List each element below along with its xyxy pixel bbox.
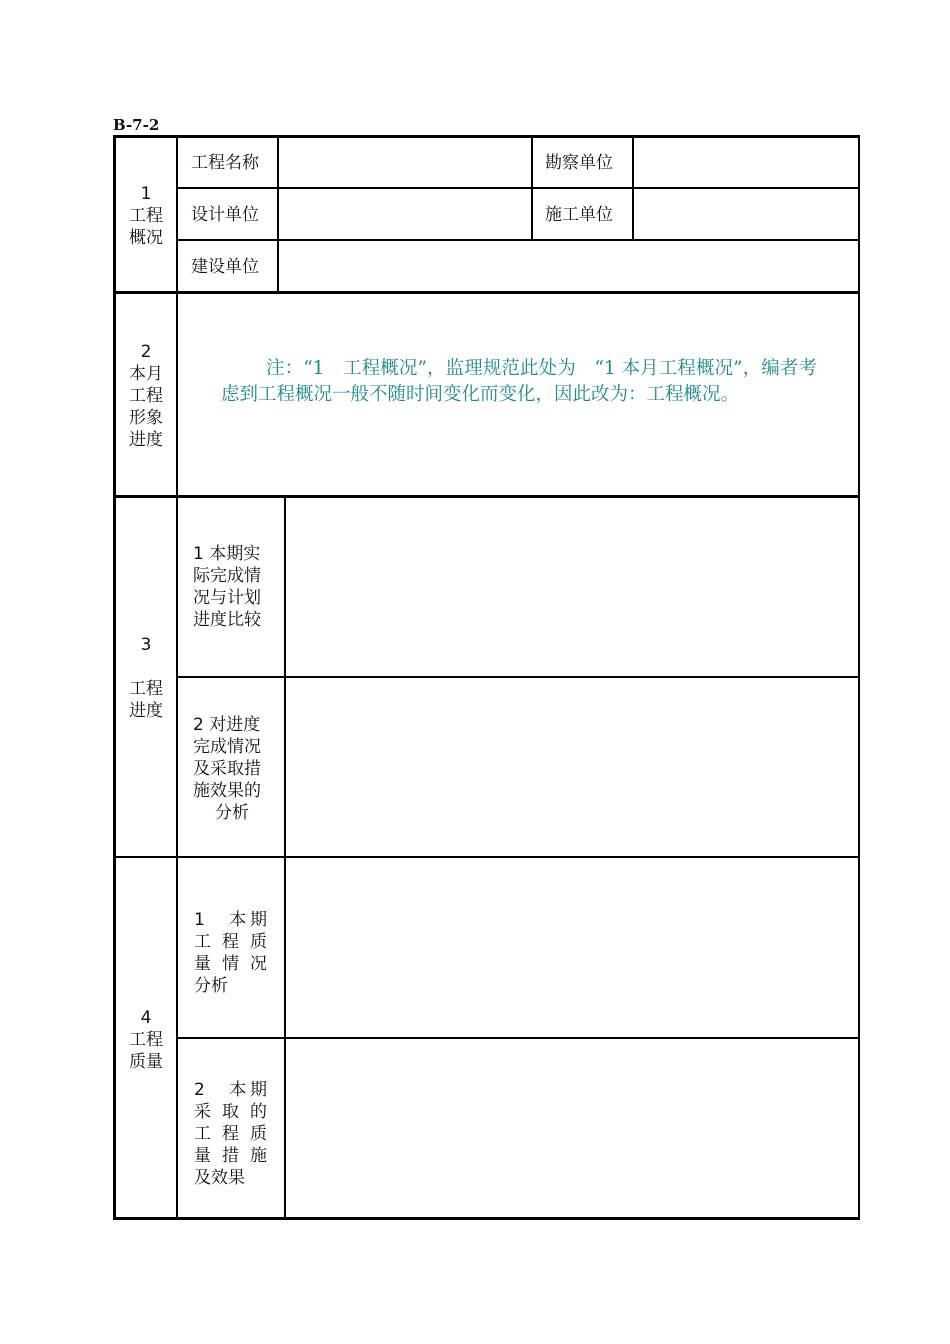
section3-title-line2: 进度: [129, 701, 163, 721]
progress-comparison-line2: 际完成情: [193, 566, 261, 586]
section1-title-num: 1: [140, 184, 152, 204]
design-unit-label: 设计单位: [191, 205, 259, 225]
form-code: B-7-2: [113, 116, 160, 134]
section4-title: [116, 1007, 176, 1073]
section1-mid-divider-a: [531, 135, 533, 240]
quality-measures-field[interactable]: [287, 1039, 857, 1216]
progress-comparison-field[interactable]: [287, 498, 857, 675]
progress-analysis-line2: 完成情况: [193, 737, 261, 757]
progress-analysis-line1: 2 对进度: [193, 715, 261, 735]
owner-unit-field[interactable]: [279, 241, 857, 291]
quality-analysis-line1: 1 本期: [194, 910, 267, 930]
construction-unit-field[interactable]: [634, 189, 857, 239]
owner-unit-label: 建设单位: [191, 257, 259, 277]
quality-measures-line2: 采取的: [194, 1102, 267, 1122]
quality-measures-line5: 及效果: [194, 1168, 245, 1188]
progress-comparison-line3: 况与计划: [193, 588, 261, 608]
project-name-label: 工程名称: [191, 153, 259, 173]
progress-analysis-line5: 分析: [215, 803, 249, 823]
section1-title-line2: 概况: [129, 228, 163, 248]
section1-bottom-line: [113, 291, 860, 294]
progress-analysis-line4: 施效果的: [193, 781, 261, 801]
quality-measures-line3: 工程质: [194, 1124, 267, 1144]
survey-unit-label: 勘察单位: [545, 153, 613, 173]
section4-title-line1: 工程: [129, 1030, 163, 1050]
progress-analysis-line3: 及采取措: [193, 759, 261, 779]
design-unit-field[interactable]: [279, 189, 530, 239]
progress-comparison-line4: 进度比较: [193, 610, 261, 630]
progress-comparison-line1: 1 本期实: [193, 544, 261, 564]
section2-title-num: 2: [140, 342, 152, 362]
quality-analysis-field[interactable]: [287, 858, 857, 1036]
quality-analysis-label: [194, 909, 267, 997]
monthly-report-form: [113, 135, 860, 1220]
section1-title-line1: 工程: [129, 206, 163, 226]
section4-label-divider: [284, 857, 286, 1220]
section2-title: [116, 341, 176, 451]
section2-title-line4: 进度: [129, 430, 163, 450]
section2-title-line3: 形象: [129, 408, 163, 428]
quality-analysis-line2: 工程质: [194, 932, 267, 952]
project-name-field[interactable]: [279, 137, 530, 187]
section3-title-num: 3: [140, 635, 152, 655]
section4-title-num: 4: [140, 1008, 152, 1028]
section4-title-line2: 质量: [129, 1052, 163, 1072]
quality-analysis-line3: 量情况: [194, 954, 267, 974]
quality-measures-line4: 量措施: [194, 1146, 267, 1166]
form-border-bottom: [113, 1217, 860, 1220]
section3-title: [116, 634, 176, 722]
section3-title-line1: 工程: [129, 679, 163, 699]
progress-analysis-field[interactable]: [287, 678, 857, 855]
section2-title-line2: 工程: [129, 386, 163, 406]
construction-unit-label: 施工单位: [545, 205, 613, 225]
quality-measures-line1: 2 本期: [194, 1080, 267, 1100]
section1-title: [116, 183, 176, 249]
progress-comparison-label: [193, 543, 271, 631]
section2-title-line1: 本月: [129, 364, 163, 384]
survey-unit-field[interactable]: [634, 137, 857, 187]
quality-analysis-line4: 分析: [194, 976, 228, 996]
editor-note: 注：“1 工程概况”，监理规范此处为 “1 本月工程概况”，编者考虑到工程概况一般不随时间变化而变化，因此改为：工程概况。: [221, 358, 817, 405]
quality-measures-label: [194, 1079, 267, 1189]
progress-analysis-label: [193, 714, 271, 824]
